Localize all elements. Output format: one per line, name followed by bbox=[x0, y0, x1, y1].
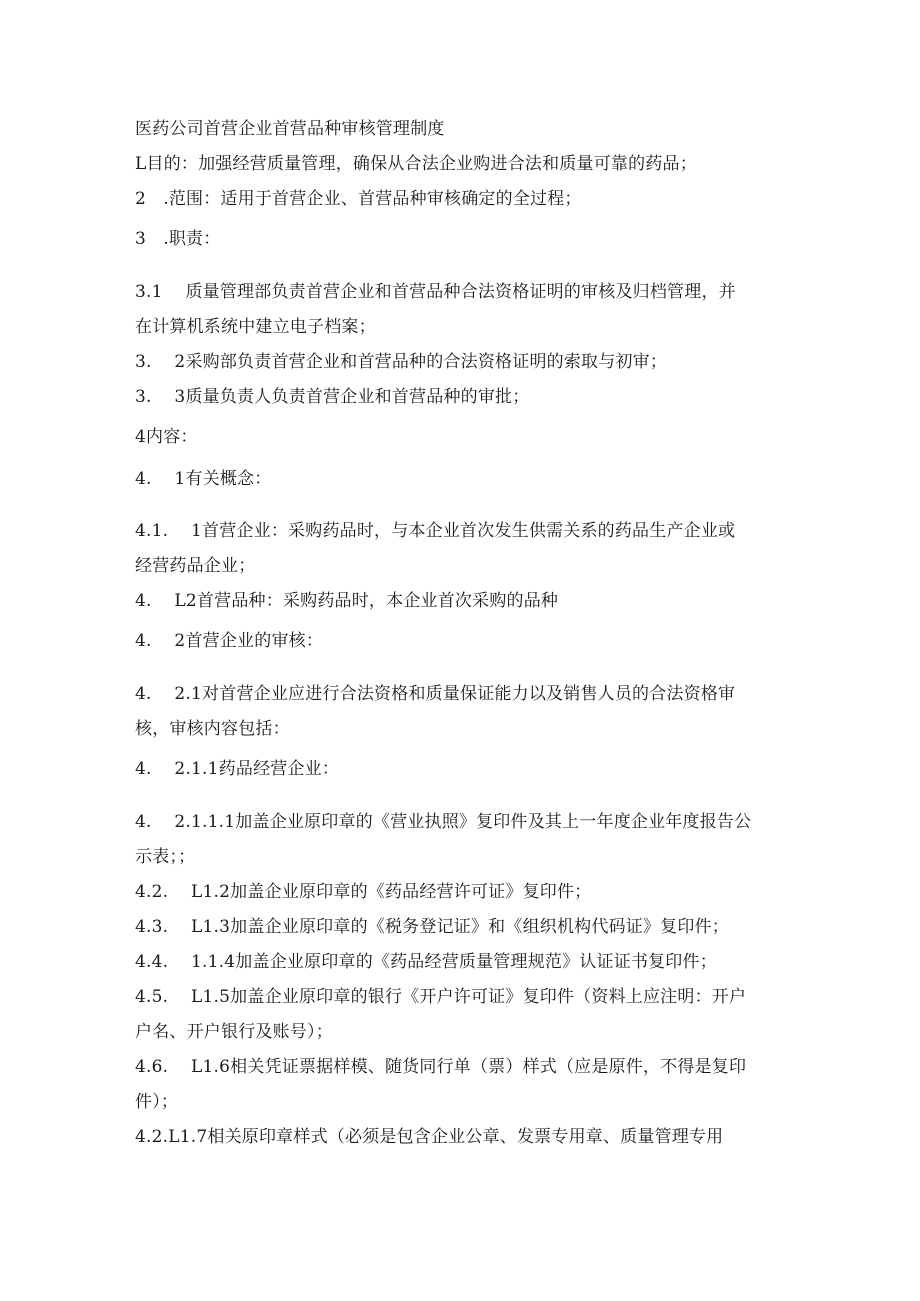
text-line: 4. L2首营品种：采购药品时，本企业首次采购的品种 bbox=[135, 591, 559, 611]
text-line: 3 .职责： bbox=[135, 229, 221, 249]
text-line: 3.1 质量管理部负责首营企业和首营品种合法资格证明的审核及归档管理，并 bbox=[135, 282, 736, 302]
text-line: 4.2. L1.2加盖企业原印章的《药品经营许可证》复印件； bbox=[135, 882, 592, 902]
document-title: 医药公司首营企业首营品种审核管理制度 bbox=[135, 119, 445, 139]
text-line: 户名、开户银行及账号）； bbox=[135, 1022, 333, 1042]
text-line: 在计算机系统中建立电子档案； bbox=[135, 317, 376, 337]
text-line: 3. 2采购部负责首营企业和首营品种的合法资格证明的索取与初审； bbox=[135, 352, 668, 372]
text-line: 4内容： bbox=[135, 427, 198, 447]
text-line: 4.4. 1.1.4加盖企业原印章的《药品经营质量管理规范》认证证书复印件； bbox=[135, 952, 717, 972]
text-line: 4.2.L1.7相关原印章样式（必须是包含企业公章、发票专用章、质量管理专用 bbox=[135, 1127, 724, 1147]
text-line: 3. 3质量负责人负责首营企业和首营品种的审批； bbox=[135, 387, 530, 407]
text-line: 经营药品企业； bbox=[135, 556, 256, 576]
text-line: 4. 2首营企业的审核： bbox=[135, 631, 324, 651]
text-line: 4.3. L1.3加盖企业原印章的《税务登记证》和《组织机构代码证》复印件； bbox=[135, 917, 729, 937]
text-line: 核，审核内容包括： bbox=[135, 719, 290, 739]
text-line: 4. 2.1.1.1加盖企业原印章的《营业执照》复印件及其上一年度企业年度报告公 bbox=[135, 812, 752, 832]
text-line: L目的：加强经营质量管理，确保从合法企业购进合法和质量可靠的药品； bbox=[135, 154, 697, 174]
text-line: 4.1. 1首营企业：采购药品时，与本企业首次发生供需关系的药品生产企业或 bbox=[135, 521, 736, 541]
text-line: 示表；； bbox=[135, 847, 196, 867]
text-line: 4. 1有关概念： bbox=[135, 469, 272, 489]
text-line: 4. 2.1.1药品经营企业： bbox=[135, 759, 340, 779]
text-line: 件）； bbox=[135, 1092, 179, 1112]
text-line: 4.6. L1.6相关凭证票据样模、随货同行单（票）样式（应是原件，不得是复印 bbox=[135, 1057, 747, 1077]
text-line: 2 .范围：适用于首营企业、首营品种审核确定的全过程； bbox=[135, 189, 582, 209]
text-line: 4. 2.1对首营企业应进行合法资格和质量保证能力以及销售人员的合法资格审 bbox=[135, 684, 736, 704]
text-line: 4.5. L1.5加盖企业原印章的银行《开户许可证》复印件（资料上应注明：开户 bbox=[135, 987, 747, 1007]
